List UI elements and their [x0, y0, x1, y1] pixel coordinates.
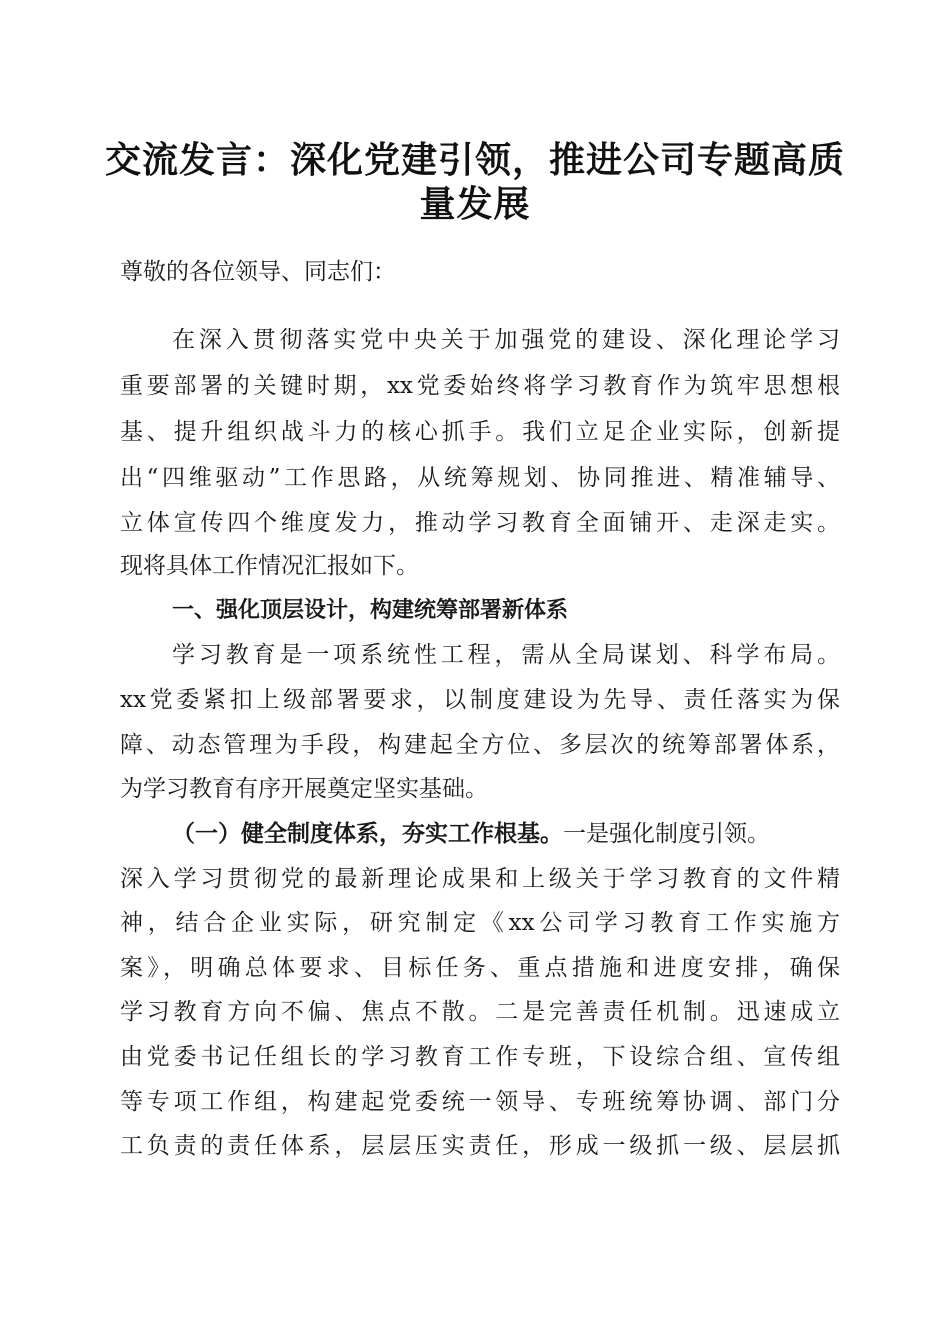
- salutation: 尊敬的各位领导、同志们：: [120, 259, 396, 285]
- section-1-line-1: 学习教育是一项系统性工程，需从全局谋划、科学布局。: [172, 642, 840, 668]
- subsection-1-line-7: 等专项工作组，构建起党委统一领导、专班统筹协调、部门分: [120, 1089, 840, 1115]
- subsection-1-first-line-rest: 一是强化制度引领。: [563, 821, 770, 847]
- subsection-1-line-6: 由党委书记任组长的学习教育工作专班，下设综合组、宣传组: [120, 1044, 840, 1070]
- document-title-line-2: 量发展: [419, 183, 531, 225]
- subsection-1-line-4: 案》，明确总体要求、目标任务、重点措施和进度安排，确保: [120, 955, 840, 981]
- subsection-1-heading: （一）健全制度体系，夯实工作根基。: [172, 820, 563, 847]
- intro-line-5: 立体宣传四个维度发力，推动学习教育全面铺开、走深走实。: [120, 510, 840, 536]
- intro-line-6: 现将具体工作情况汇报如下。: [120, 553, 419, 579]
- section-1-line-4: 为学习教育有序开展奠定坚实基础。: [120, 776, 488, 802]
- subsection-1-line-5: 学习教育方向不偏、焦点不散。二是完善责任机制。迅速成立: [120, 999, 840, 1025]
- subsection-1-line-8: 工负责的责任体系，层层压实责任，形成一级抓一级、层层抓: [120, 1133, 840, 1159]
- document-title-line-1: 交流发言：深化党建引领，推进公司专题高质: [104, 139, 845, 181]
- subsection-1-line-3: 神，结合企业实际，研究制定《xx公司学习教育工作实施方: [120, 910, 840, 936]
- intro-line-2: 重要部署的关键时期，xx党委始终将学习教育作为筑牢思想根: [120, 373, 840, 399]
- section-1-line-3: 障、动态管理为手段，构建起全方位、多层次的统筹部署体系，: [120, 732, 840, 758]
- subsection-1-line-2: 深入学习贯彻党的最新理论成果和上级关于学习教育的文件精: [120, 866, 840, 892]
- section-1-heading: 一、强化顶层设计，构建统筹部署新体系: [172, 598, 569, 623]
- intro-line-4: 出“四维驱动”工作思路，从统筹规划、协同推进、精准辅导、: [120, 465, 840, 491]
- intro-line-1: 在深入贯彻落实党中央关于加强党的建设、深化理论学习: [172, 327, 840, 353]
- intro-line-3: 基、提升组织战斗力的核心抓手。我们立足企业实际，创新提: [120, 419, 840, 445]
- section-1-line-2: xx党委紧扣上级部署要求，以制度建设为先导、责任落实为保: [120, 687, 840, 713]
- subsection-1-first-line: [172, 819, 840, 849]
